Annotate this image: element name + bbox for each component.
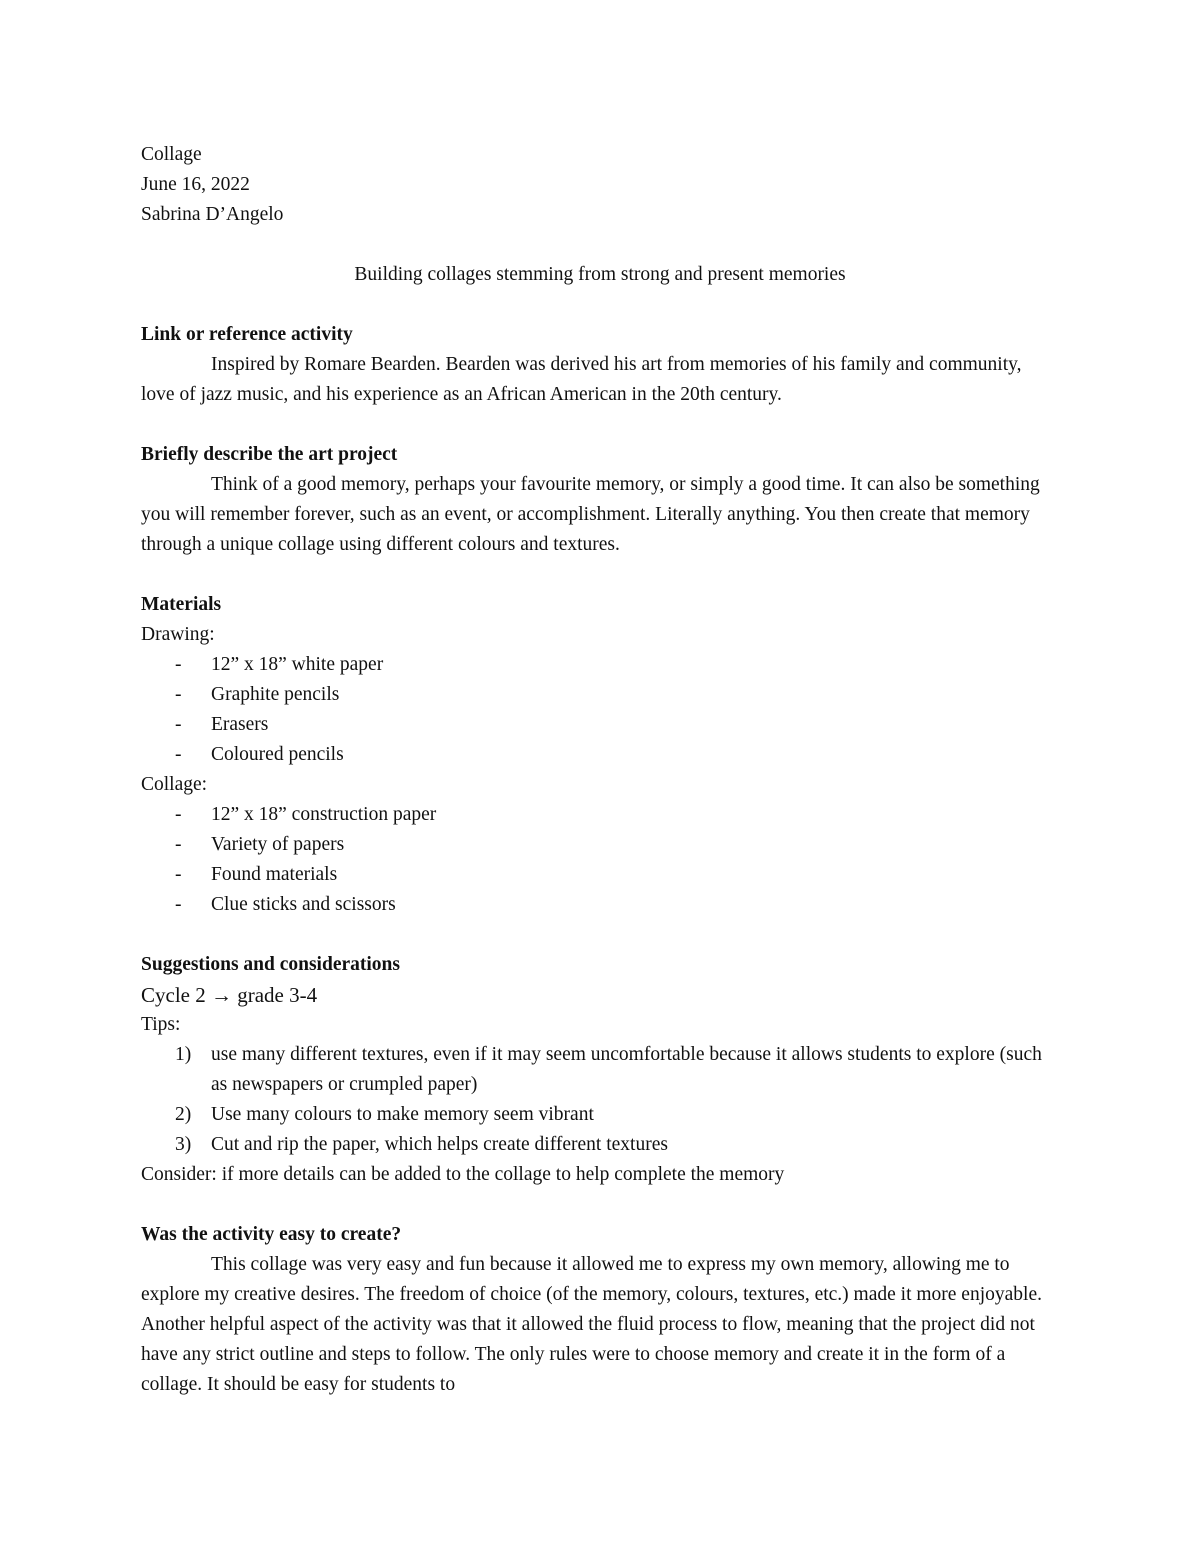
spacer bbox=[141, 560, 1059, 590]
tips-list bbox=[141, 1040, 1059, 1160]
list-item bbox=[141, 650, 1059, 680]
list-item bbox=[141, 1040, 1059, 1100]
list-number: 1) bbox=[175, 1044, 192, 1065]
dash-bullet: - bbox=[175, 804, 182, 825]
collage-materials-list bbox=[141, 800, 1059, 920]
list-item-text: 12” x 18” construction paper bbox=[211, 804, 437, 825]
drawing-label: Drawing: bbox=[141, 624, 215, 645]
list-number: 2) bbox=[175, 1104, 192, 1125]
doc-header-date: June 16, 2022 bbox=[141, 174, 250, 195]
section-heading-materials: Materials bbox=[141, 594, 222, 615]
drawing-materials-list bbox=[141, 650, 1059, 770]
spacer bbox=[141, 230, 1059, 260]
section-heading-easy: Was the activity easy to create? bbox=[141, 1224, 402, 1245]
list-item-text: use many different textures, even if it may seem uncomfortable because it allows students to explore (such as newspapers or crumpled paper) bbox=[211, 1044, 1042, 1095]
dash-bullet: - bbox=[175, 864, 182, 885]
list-item-text: Found materials bbox=[211, 864, 338, 885]
document-body bbox=[141, 140, 1059, 1400]
list-item bbox=[141, 860, 1059, 890]
list-item-text: 12” x 18” white paper bbox=[211, 654, 384, 675]
consider-line: Consider: if more details can be added to the collage to help complete the memory bbox=[141, 1164, 785, 1185]
section-heading-link: Link or reference activity bbox=[141, 324, 353, 345]
list-item bbox=[141, 740, 1059, 770]
list-item-text: Graphite pencils bbox=[211, 684, 340, 705]
cycle-grade-line: Cycle 2 → grade 3-4 bbox=[141, 983, 318, 1007]
list-item bbox=[141, 830, 1059, 860]
dash-bullet: - bbox=[175, 684, 182, 705]
list-item bbox=[141, 1100, 1059, 1130]
dash-bullet: - bbox=[175, 744, 182, 765]
link-paragraph: Inspired by Romare Bearden. Bearden was derived his art from memories of his family and community, love of jazz music, and his experience as an African American in the 20th century. bbox=[141, 354, 1022, 405]
list-item bbox=[141, 890, 1059, 920]
section-heading-suggestions: Suggestions and considerations bbox=[141, 954, 400, 975]
list-item-text: Variety of papers bbox=[211, 834, 345, 855]
dash-bullet: - bbox=[175, 654, 182, 675]
section-heading-describe: Briefly describe the art project bbox=[141, 444, 398, 465]
spacer bbox=[141, 920, 1059, 950]
easy-paragraph: This collage was very easy and fun because it allowed me to express my own memory, allowing me to explore my creative desires. The freedom of choice (of the memory, colours, textures, etc.) made it more enjoyable. Another helpful aspect of the activity was that it allowed the fluid process to flow, meaning that the project did not have any strict outline and steps to follow. The only rules were to choose memory and create it in the form of a collage. It should be easy for students to bbox=[141, 1254, 1042, 1395]
list-item bbox=[141, 680, 1059, 710]
doc-header-author: Sabrina D’Angelo bbox=[141, 204, 284, 225]
document-title: Building collages stemming from strong and present memories bbox=[354, 264, 846, 285]
collage-label: Collage: bbox=[141, 774, 208, 795]
list-item-text: Cut and rip the paper, which helps create different textures bbox=[211, 1134, 668, 1155]
list-item-text: Erasers bbox=[211, 714, 269, 735]
describe-paragraph: Think of a good memory, perhaps your favourite memory, or simply a good time. It can also be something you will remember forever, such as an event, or accomplishment. Literally anything. You then create that memory through a unique collage using different colours and textures. bbox=[141, 474, 1040, 555]
list-item bbox=[141, 710, 1059, 740]
list-item-text: Clue sticks and scissors bbox=[211, 894, 396, 915]
tips-label: Tips: bbox=[141, 1014, 181, 1035]
list-item-text: Coloured pencils bbox=[211, 744, 344, 765]
dash-bullet: - bbox=[175, 894, 182, 915]
spacer bbox=[141, 1190, 1059, 1220]
spacer bbox=[141, 410, 1059, 440]
dash-bullet: - bbox=[175, 714, 182, 735]
list-number: 3) bbox=[175, 1134, 192, 1155]
dash-bullet: - bbox=[175, 834, 182, 855]
doc-header-title: Collage bbox=[141, 144, 202, 165]
list-item bbox=[141, 800, 1059, 830]
spacer bbox=[141, 290, 1059, 320]
list-item bbox=[141, 1130, 1059, 1160]
list-item-text: Use many colours to make memory seem vibrant bbox=[211, 1104, 594, 1125]
